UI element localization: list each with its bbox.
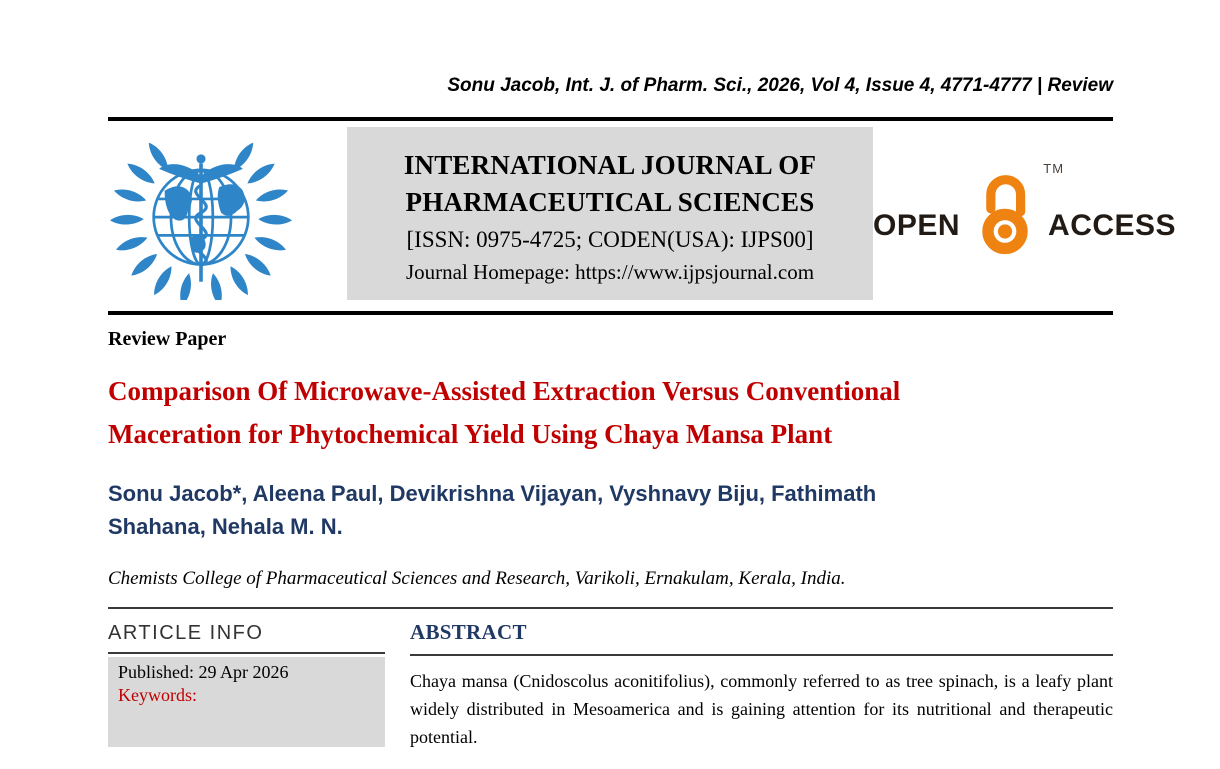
open-access-access-label: ACCESS: [1048, 209, 1177, 242]
journal-homepage-link[interactable]: Journal Homepage: https://www.ijpsjournal.com: [405, 260, 815, 284]
open-access-open-label: OPEN: [873, 209, 961, 242]
journal-logo: [108, 127, 293, 300]
author-line2: Shahana, Nehala M. N.: [108, 514, 343, 539]
abstract-heading: ABSTRACT: [410, 620, 527, 644]
published-date: Published: 29 Apr 2026: [118, 662, 289, 682]
divider-masthead-bottom: [108, 311, 1113, 315]
abstract-text: Chaya mansa (Cnidoscolus aconitifolius), commonly referred to as tree spinach, is a leafy plant widely distributed in Mesoamerica and is gaining attention for its nutritional and therapeutic potential.: [410, 671, 1113, 747]
paper-page: [0, 74, 1220, 751]
column-gap: [385, 609, 410, 751]
article-info-heading: ARTICLE INFO: [108, 622, 264, 644]
journal-title-line1: INTERNATIONAL JOURNAL OF: [403, 150, 817, 180]
keywords-label: Keywords:: [118, 685, 197, 705]
article-info-underline: [108, 652, 385, 654]
journal-masthead: [108, 127, 1177, 303]
article-info-column: [108, 609, 385, 751]
open-access-logo: [873, 127, 1176, 265]
divider-top: [108, 117, 1113, 121]
journal-issn-coden: [ISSN: 0975-4725; CODEN(USA): IJPS00]: [406, 227, 814, 252]
running-head-citation: Sonu Jacob, Int. J. of Pharm. Sci., 2026, Vol 4, Issue 4, 4771-4777 | Review: [447, 75, 1113, 96]
info-abstract-columns: [108, 609, 1113, 751]
article-type-label: Review Paper: [108, 328, 227, 350]
abstract-underline: [410, 654, 1113, 656]
paper-title-line2: Maceration for Phytochemical Yield Using Chaya Mansa Plant: [108, 419, 833, 449]
author-list: [108, 477, 1113, 543]
open-lock-icon: [966, 161, 1065, 265]
abstract-column: [410, 609, 1113, 751]
affiliation: Chemists College of Pharmaceutical Sciences and Research, Varikoli, Ernakulam, Kerala, India.: [108, 568, 846, 589]
paper-title: [108, 370, 1113, 456]
globe-caduceus-emblem-icon: [110, 127, 292, 300]
journal-title-line2: PHARMACEUTICAL SCIENCES: [405, 187, 815, 217]
article-info-box: [108, 657, 385, 747]
trademark-label: TM: [1043, 161, 1065, 176]
journal-title-box: [347, 127, 873, 300]
paper-title-line1: Comparison Of Microwave-Assisted Extraction Versus Conventional: [108, 376, 901, 406]
author-line1: Sonu Jacob*, Aleena Paul, Devikrishna Vijayan, Vyshnavy Biju, Fathimath: [108, 481, 877, 506]
